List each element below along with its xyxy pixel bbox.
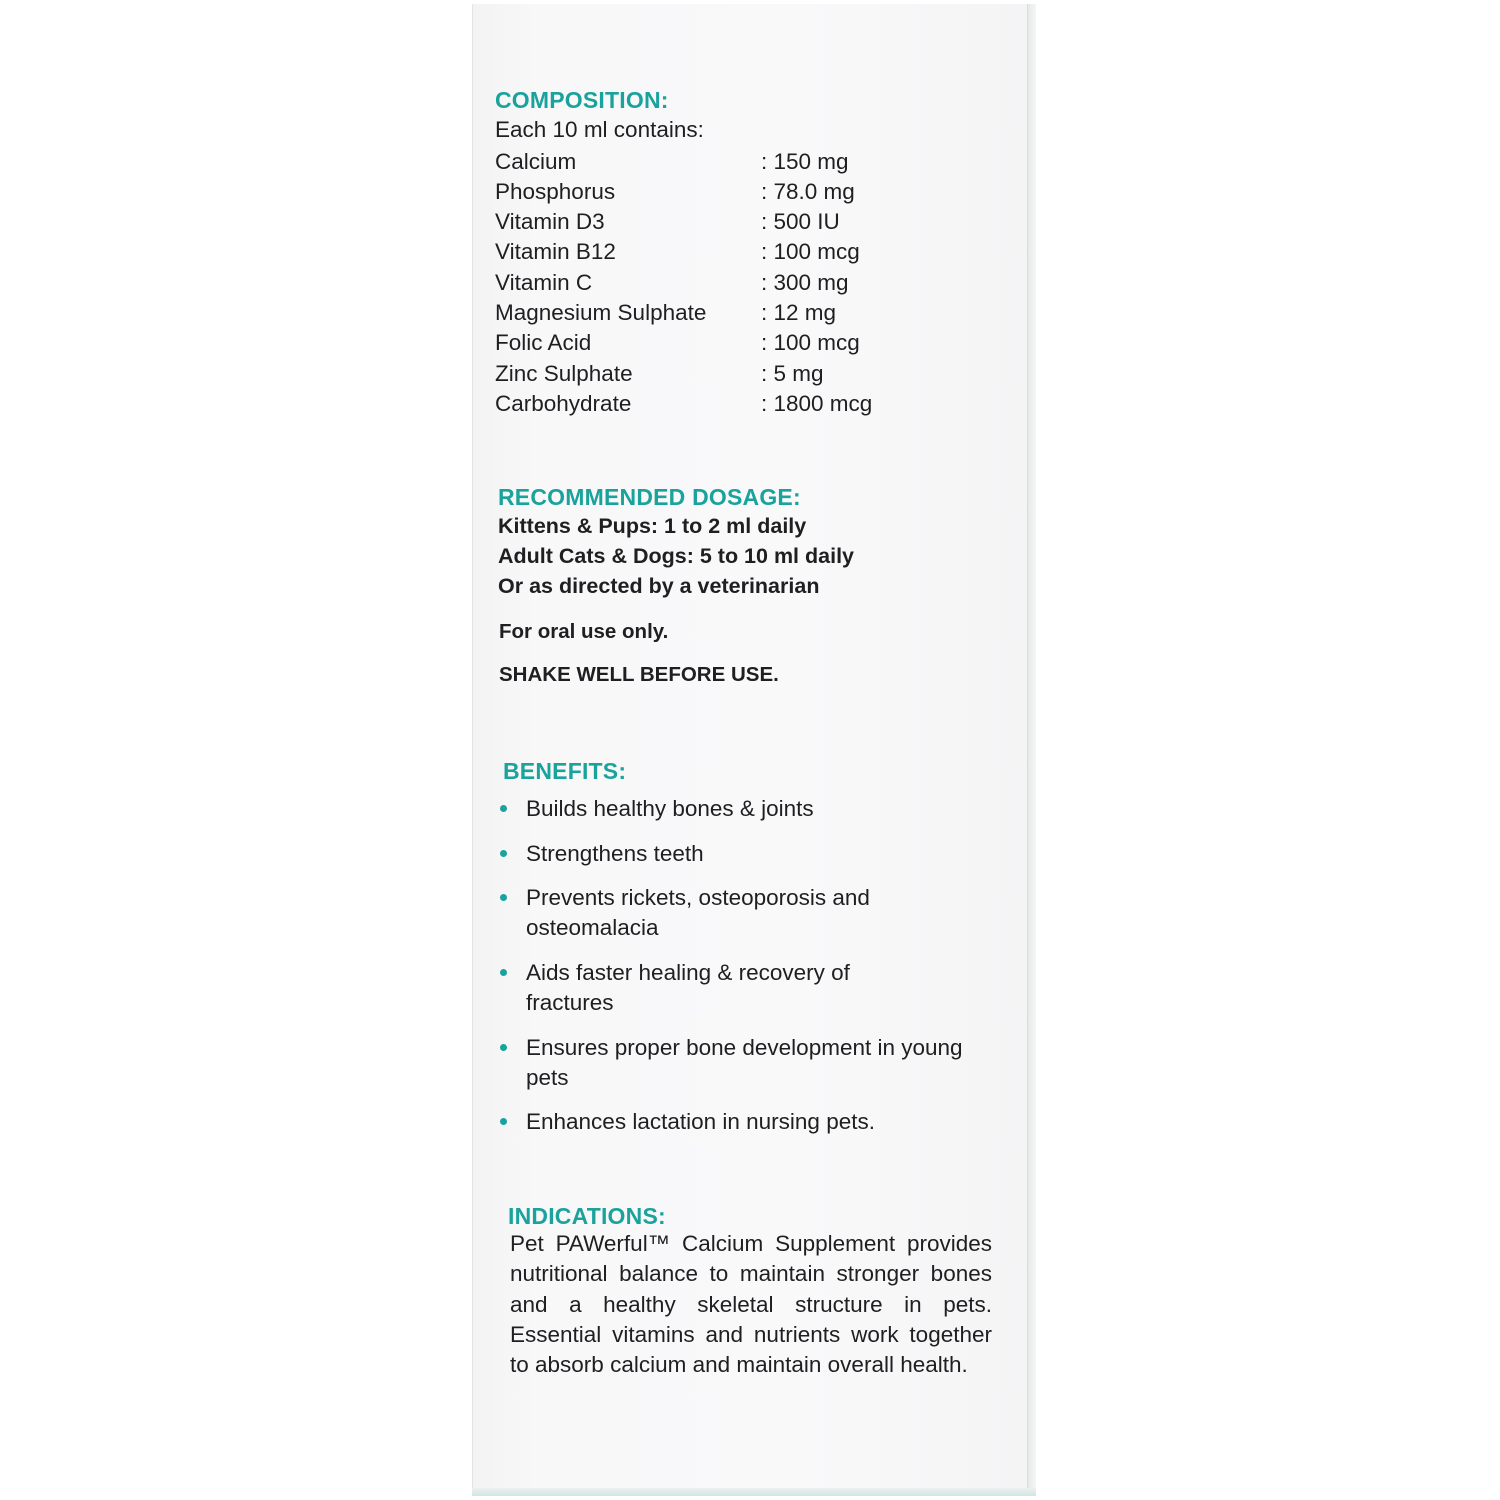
composition-intro: Each 10 ml contains: (495, 117, 704, 142)
dosage-line-adults: Adult Cats & Dogs: 5 to 10 ml daily (498, 544, 854, 568)
composition-name: Folic Acid (495, 330, 592, 355)
composition-value: : 1800 mcg (761, 391, 873, 416)
composition-name: Vitamin B12 (495, 239, 616, 264)
composition-name: Calcium (495, 149, 577, 174)
composition-name: Zinc Sulphate (495, 361, 633, 386)
composition-row-calcium (495, 149, 915, 179)
dosage-heading: RECOMMENDED DOSAGE: (498, 484, 801, 510)
composition-name: Phosphorus (495, 179, 616, 204)
composition-value: : 100 mcg (761, 330, 860, 355)
benefit-text: Prevents rickets, osteoporosis and osteomalacia (526, 885, 870, 940)
composition-value: : 500 IU (761, 209, 840, 234)
composition-value: : 150 mg (761, 149, 849, 174)
composition-value: : 12 mg (761, 300, 837, 325)
dosage-line-kittens: Kittens & Pups: 1 to 2 ml daily (498, 514, 807, 538)
bullet-dot-icon (500, 1118, 507, 1125)
box-right-edge (1028, 4, 1036, 1496)
benefit-text: Strengthens teeth (526, 841, 704, 866)
shake-warning: SHAKE WELL BEFORE USE. (499, 663, 779, 686)
composition-value: : 5 mg (761, 361, 824, 386)
benefit-item (500, 794, 970, 824)
composition-row-folic-acid (495, 330, 915, 360)
composition-row-magnesium-sulphate (495, 300, 915, 330)
box-bottom-edge (472, 1488, 1036, 1496)
benefit-item (500, 883, 970, 943)
benefit-item (500, 839, 970, 869)
composition-row-vitamin-b12 (495, 239, 915, 269)
bullet-dot-icon (500, 969, 507, 976)
composition-heading: COMPOSITION: (495, 87, 669, 113)
composition-name: Carbohydrate (495, 391, 632, 416)
bullet-dot-icon (500, 850, 507, 857)
benefit-text: Aids faster healing & recovery of fractures (526, 960, 850, 1015)
composition-row-phosphorus (495, 179, 915, 209)
indications-text: Pet PAWerful™ Calcium Supplement provides nutritional balance to maintain stronger bones and a healthy skeletal structure in pets. Essential vitamins and nutrients work together to absorb calcium and maintain overall health. (510, 1231, 992, 1378)
benefit-item (500, 1107, 970, 1137)
composition-name: Magnesium Sulphate (495, 300, 707, 325)
composition-row-vitamin-d3 (495, 209, 915, 239)
composition-row-vitamin-c (495, 270, 915, 300)
benefits-heading: BENEFITS: (503, 758, 627, 784)
composition-value: : 78.0 mg (761, 179, 855, 204)
bullet-dot-icon (500, 805, 507, 812)
benefit-item (500, 1033, 970, 1093)
oral-use-note: For oral use only. (499, 620, 669, 643)
benefit-text: Enhances lactation in nursing pets. (526, 1109, 875, 1134)
indications-heading: INDICATIONS: (508, 1203, 666, 1229)
composition-value: : 300 mg (761, 270, 849, 295)
composition-value: : 100 mcg (761, 239, 860, 264)
bullet-dot-icon (500, 1044, 507, 1051)
benefit-text: Ensures proper bone development in young pets (526, 1035, 963, 1090)
bullet-dot-icon (500, 894, 507, 901)
composition-row-zinc-sulphate (495, 361, 915, 391)
composition-row-carbohydrate (495, 391, 915, 421)
composition-name: Vitamin C (495, 270, 593, 295)
benefit-text: Builds healthy bones & joints (526, 796, 814, 821)
composition-name: Vitamin D3 (495, 209, 605, 234)
dosage-line-veterinarian: Or as directed by a veterinarian (498, 574, 820, 598)
benefit-item (500, 958, 970, 1018)
